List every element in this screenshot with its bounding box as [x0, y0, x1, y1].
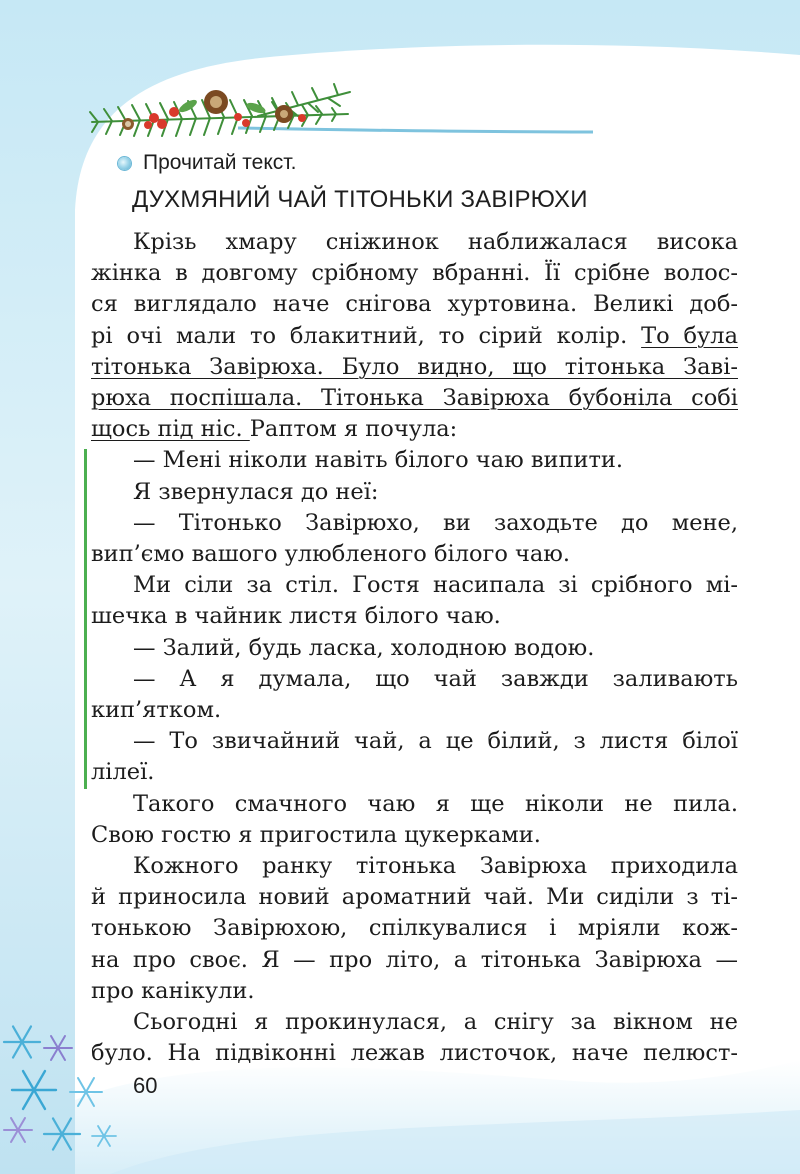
text-line: Сьогодні я прокинулася, а снігу за вікном не: [133, 1009, 738, 1035]
dialogue-line: — Мені ніколи навіть білого чаю випити.: [133, 447, 624, 474]
dialogue-line: шечка в чайник листя білого чаю.: [91, 603, 501, 630]
instruction: [118, 149, 296, 177]
text-line: ся виглядало наче снігова хуртовина. Великі доб-: [91, 291, 738, 318]
text-line: й приносила новий ароматний чай. Ми сиділи з ті-: [91, 884, 738, 911]
text-fragment: Раптом я почула:: [249, 416, 458, 443]
story-title: ДУХМЯНИЙ ЧАЙ ТІТОНЬКИ ЗАВІРЮХИ: [132, 186, 588, 213]
dialogue-line: лілеї.: [91, 759, 155, 786]
underlined-line: тітонька Завірюха. Було видно, що тітонька Заві-: [91, 353, 738, 380]
text-line: було. На підвіконні лежав листочок, наче пелюст-: [91, 1040, 738, 1067]
dialogue-side-bar: [84, 449, 87, 788]
circle-bullet-icon: [118, 157, 131, 170]
text-line: Кожного ранку тітонька Завірюха приходила: [133, 853, 738, 879]
underlined-fragment: щось під ніс.: [91, 416, 250, 443]
dialogue-line: — То звичайний чай, а це білий, з листя білої: [133, 728, 738, 755]
instruction-text: Прочитай текст.: [143, 151, 297, 174]
text-line: [91, 414, 738, 445]
dialogue-line: вип’ємо вашого улюбленого білого чаю.: [91, 541, 571, 567]
dialogue-line: Я звернулася до неї:: [133, 478, 379, 505]
text-line: про канікули.: [91, 977, 255, 1004]
underlined-line: рюха поспішала. Тітонька Завірюха бубоніла собі: [91, 385, 738, 411]
pine-garland-icon: [88, 72, 598, 148]
underlined-fragment: То була: [641, 322, 739, 349]
text-line: на про своє. Я — про літо, а тітонька Завірюха —: [91, 946, 738, 973]
page-number: 60: [133, 1073, 158, 1099]
text-line: тонькою Завірюхою, спілкувалися і мріяли кож-: [91, 915, 738, 942]
text-line: Свою гостю я пригостила цукерками.: [91, 821, 541, 848]
dialogue-line: — Залий, будь ласка, холодною водою.: [133, 634, 595, 661]
dialogue-line: Ми сіли за стіл. Гостя насипала зі срібного мі-: [133, 572, 738, 599]
text-line: [91, 321, 738, 352]
text-fragment: рі очі мали то блакитний, то сірий колір.: [91, 322, 642, 349]
text-line: жінка в довгому срібному вбранні. Її срібне волос-: [91, 260, 738, 287]
text-line: Крізь хмару сніжинок наближалася висока: [133, 229, 738, 255]
dialogue-line: — А я думала, що чай завжди заливають: [133, 665, 738, 692]
text-line: Такого смачного чаю я ще ніколи не пила.: [133, 790, 738, 817]
dialogue-line: кип’ятком.: [91, 697, 222, 723]
dialogue-line: — Тітонько Завірюхо, ви заходьте до мене,: [133, 509, 738, 536]
